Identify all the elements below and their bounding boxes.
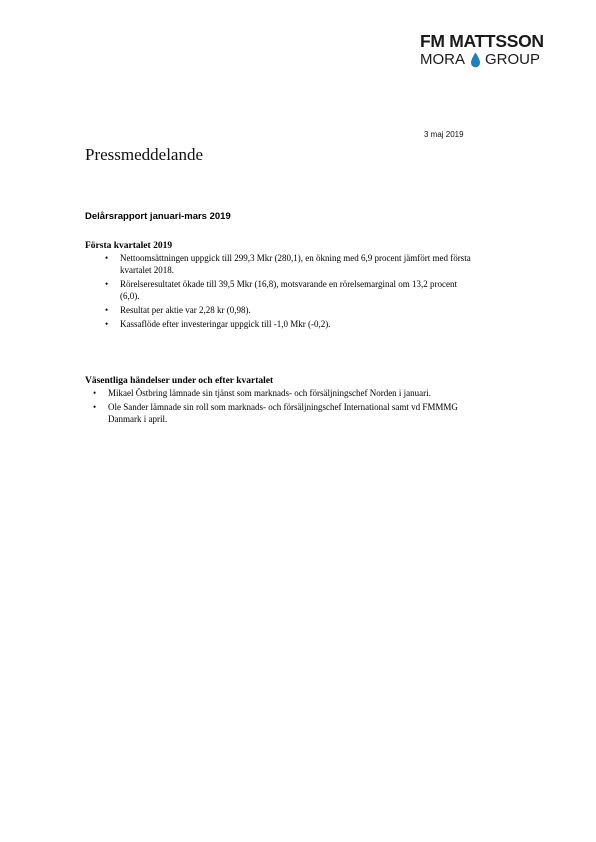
- bullet-icon: •: [105, 253, 109, 263]
- list-item-text: Resultat per aktie var 2,28 kr (0,98).: [120, 305, 251, 315]
- list-item: [85, 401, 468, 425]
- section-heading: Första kvartalet 2019: [85, 241, 173, 251]
- company-logo: [420, 31, 560, 69]
- list-item-text: Nettoomsättningen uppgick till 299,3 Mkr (280,1), en ökning med 6,9 procent jämfört med första kvartalet 2018.: [120, 253, 471, 275]
- list-item-text: Kassaflöde efter investeringar uppgick till -1,0 Mkr (-0,2).: [120, 319, 331, 329]
- list-item: [85, 387, 468, 399]
- bullet-icon: •: [93, 402, 97, 412]
- logo-word-mora: MORA: [420, 51, 465, 68]
- list-item-text: Mikael Östbring lämnade sin tjänst som marknads- och försäljningschef Norden i januari.: [108, 388, 431, 398]
- logo-wordmark-top: FM MATTSSON: [420, 31, 544, 51]
- list-item: [85, 252, 475, 276]
- section-first-quarter: [85, 241, 485, 332]
- list-item: [85, 304, 475, 316]
- water-drop-icon: [470, 52, 481, 68]
- bullet-icon: •: [105, 319, 109, 329]
- section-heading: Väsentliga händelser under och efter kvartalet: [85, 376, 274, 386]
- list-item: [85, 278, 475, 302]
- bullet-icon: •: [105, 279, 109, 289]
- bullet-list: [85, 387, 485, 425]
- logo-wordmark-bottom: [420, 51, 560, 69]
- bullet-icon: •: [93, 388, 97, 398]
- logo-word-group: GROUP: [485, 51, 541, 68]
- bullet-icon: •: [105, 305, 109, 315]
- page-title: Pressmeddelande: [85, 145, 204, 164]
- section-significant-events: [85, 376, 485, 427]
- list-item-text: Ole Sander lämnade sin roll som marknads- och försäljningschef International samt vd FMMMG Danmark i april.: [108, 402, 458, 424]
- report-heading: Delårsrapport januari-mars 2019: [85, 211, 231, 222]
- list-item: [85, 318, 475, 330]
- list-item-text: Rörelseresultatet ökade till 39,5 Mkr (16,8), motsvarande en rörelsemarginal om 13,2 procent (6,0).: [120, 279, 457, 301]
- bullet-list: [85, 252, 485, 330]
- release-date: 3 maj 2019: [424, 130, 464, 139]
